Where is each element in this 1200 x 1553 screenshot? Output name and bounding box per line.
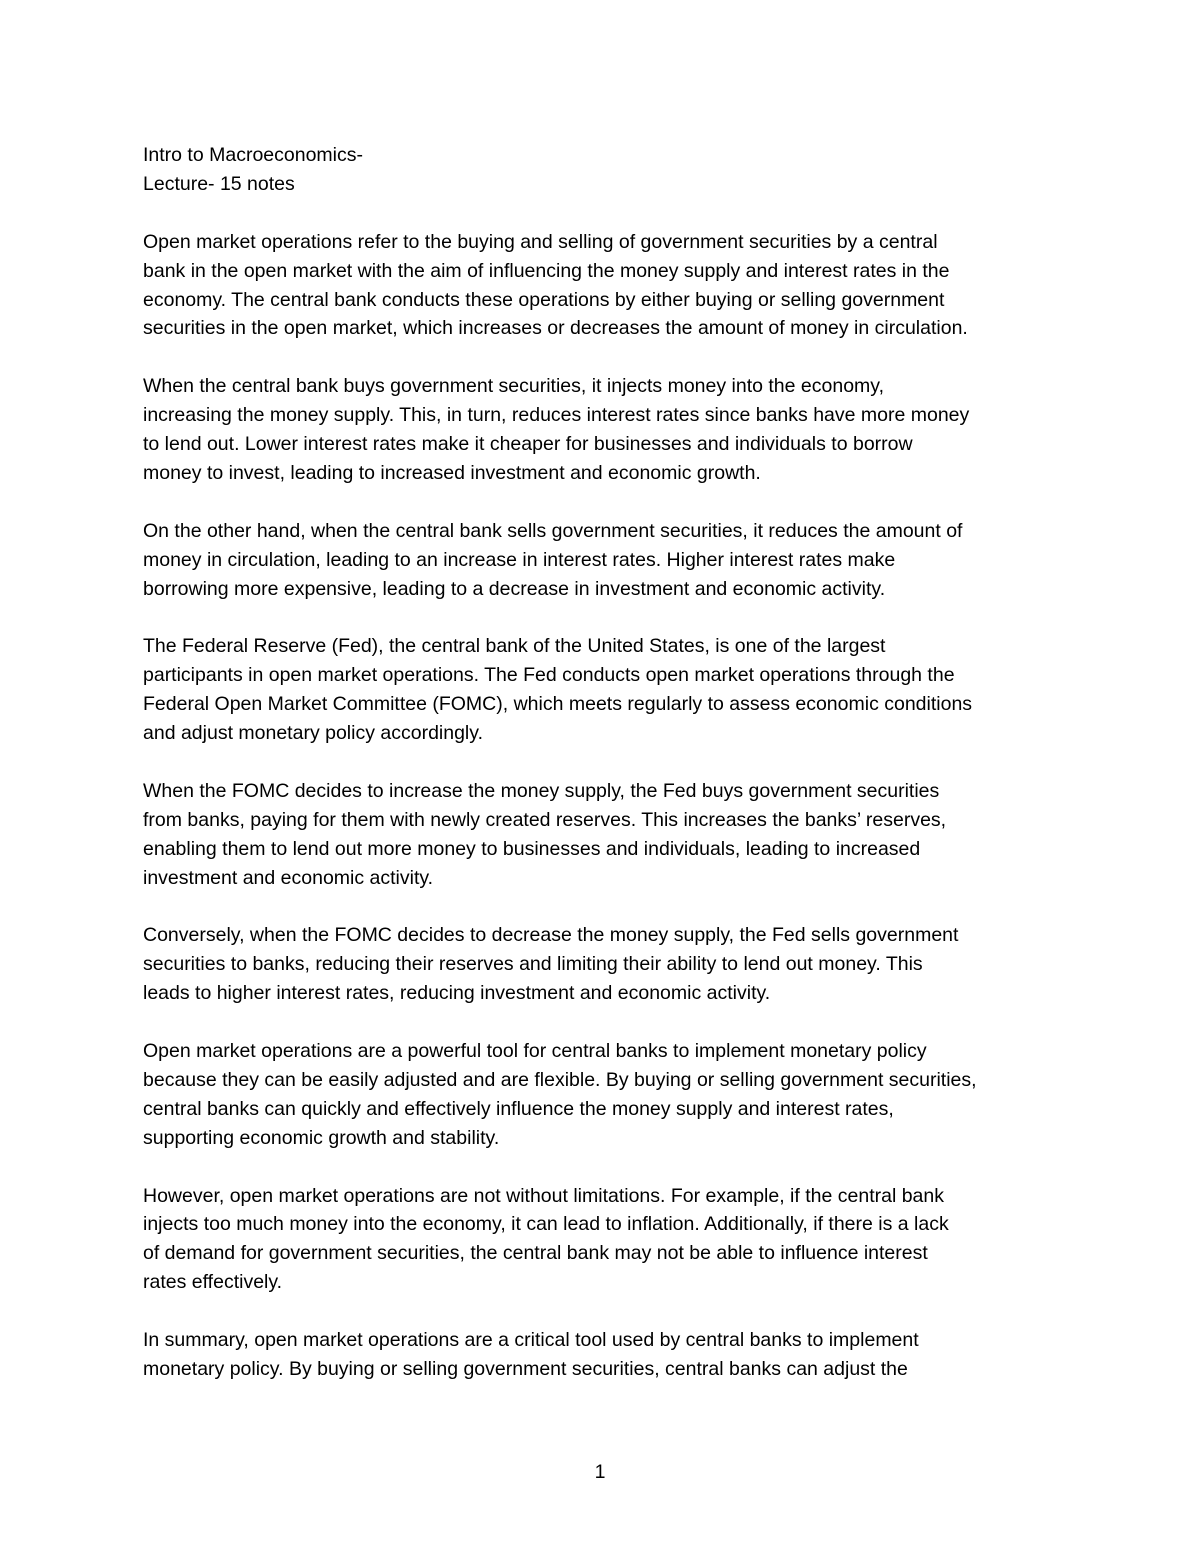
paragraph-line: because they can be easily adjusted and are flexible. By buying or selling government securities, — [143, 1068, 977, 1091]
paragraph-line: economy. The central bank conducts these operations by either buying or selling government — [143, 288, 945, 311]
paragraph-line: The Federal Reserve (Fed), the central bank of the United States, is one of the largest — [143, 635, 886, 658]
paragraph-line: money to invest, leading to increased investment and economic growth. — [143, 461, 761, 484]
paragraph-line: monetary policy. By buying or selling government securities, central banks can adjust the — [143, 1357, 908, 1380]
paragraph-line: leads to higher interest rates, reducing investment and economic activity. — [143, 982, 771, 1005]
paragraph-line: from banks, paying for them with newly created reserves. This increases the banks’ reserves, — [143, 808, 947, 831]
paragraph-line: increasing the money supply. This, in turn, reduces interest rates since banks have more money — [143, 404, 970, 427]
paragraph-line: Conversely, when the FOMC decides to decrease the money supply, the Fed sells government — [143, 924, 959, 947]
paragraph-line: investment and economic activity. — [143, 866, 434, 889]
course-title: Intro to Macroeconomics- — [143, 144, 363, 166]
page-number: 1 — [594, 1461, 606, 1483]
paragraph-line: to lend out. Lower interest rates make it cheaper for businesses and individuals to borrow — [143, 433, 913, 456]
paragraph-line: Federal Open Market Committee (FOMC), which meets regularly to assess economic conditions — [143, 693, 973, 716]
paragraph-line: enabling them to lend out more money to businesses and individuals, leading to increased — [143, 837, 921, 860]
paragraph-line: However, open market operations are not without limitations. For example, if the central bank — [143, 1184, 944, 1207]
paragraph-line: borrowing more expensive, leading to a decrease in investment and economic activity. — [143, 577, 886, 600]
paragraph — [143, 921, 1073, 1008]
paragraph-line: rates effectively. — [143, 1271, 283, 1294]
paragraph-line: On the other hand, when the central bank sells government securities, it reduces the amount of — [143, 519, 963, 542]
paragraph-line: supporting economic growth and stability. — [143, 1126, 500, 1149]
document-body — [143, 141, 1073, 1384]
paragraph-line: Open market operations refer to the buying and selling of government securities by a central — [143, 230, 938, 253]
paragraph-line: When the FOMC decides to increase the money supply, the Fed buys government securities — [143, 779, 940, 802]
paragraph — [143, 372, 1073, 488]
paragraph-line: Open market operations are a powerful tool for central banks to implement monetary policy — [143, 1039, 927, 1062]
paragraph — [143, 1037, 1073, 1153]
paragraph — [143, 632, 1073, 748]
paragraph — [143, 1326, 1073, 1384]
paragraph — [143, 1182, 1073, 1298]
lecture-title: Lecture- 15 notes — [143, 172, 295, 195]
paragraph-line: injects too much money into the economy, it can lead to inflation. Additionally, if there is a lack — [143, 1213, 949, 1236]
paragraph-line: securities in the open market, which increases or decreases the amount of money in circulation. — [143, 317, 968, 340]
paragraph-line: of demand for government securities, the central bank may not be able to influence interest — [143, 1242, 928, 1265]
paragraph-line: and adjust monetary policy accordingly. — [143, 722, 483, 745]
document-heading — [143, 141, 1073, 199]
paragraph — [143, 777, 1073, 893]
paragraph — [143, 517, 1073, 604]
paragraph-line: securities to banks, reducing their reserves and limiting their ability to lend out money. This — [143, 953, 923, 976]
paragraph-line: participants in open market operations. The Fed conducts open market operations through the — [143, 664, 955, 687]
paragraph-line: bank in the open market with the aim of influencing the money supply and interest rates in the — [143, 259, 950, 282]
paragraph-line: central banks can quickly and effectively influence the money supply and interest rates, — [143, 1097, 894, 1120]
paragraph — [143, 228, 1073, 344]
paragraph-list — [143, 228, 1073, 1384]
paragraph-line: When the central bank buys government securities, it injects money into the economy, — [143, 375, 885, 398]
paragraph-line: money in circulation, leading to an increase in interest rates. Higher interest rates make — [143, 548, 896, 571]
paragraph-line: In summary, open market operations are a critical tool used by central banks to implement — [143, 1329, 919, 1352]
